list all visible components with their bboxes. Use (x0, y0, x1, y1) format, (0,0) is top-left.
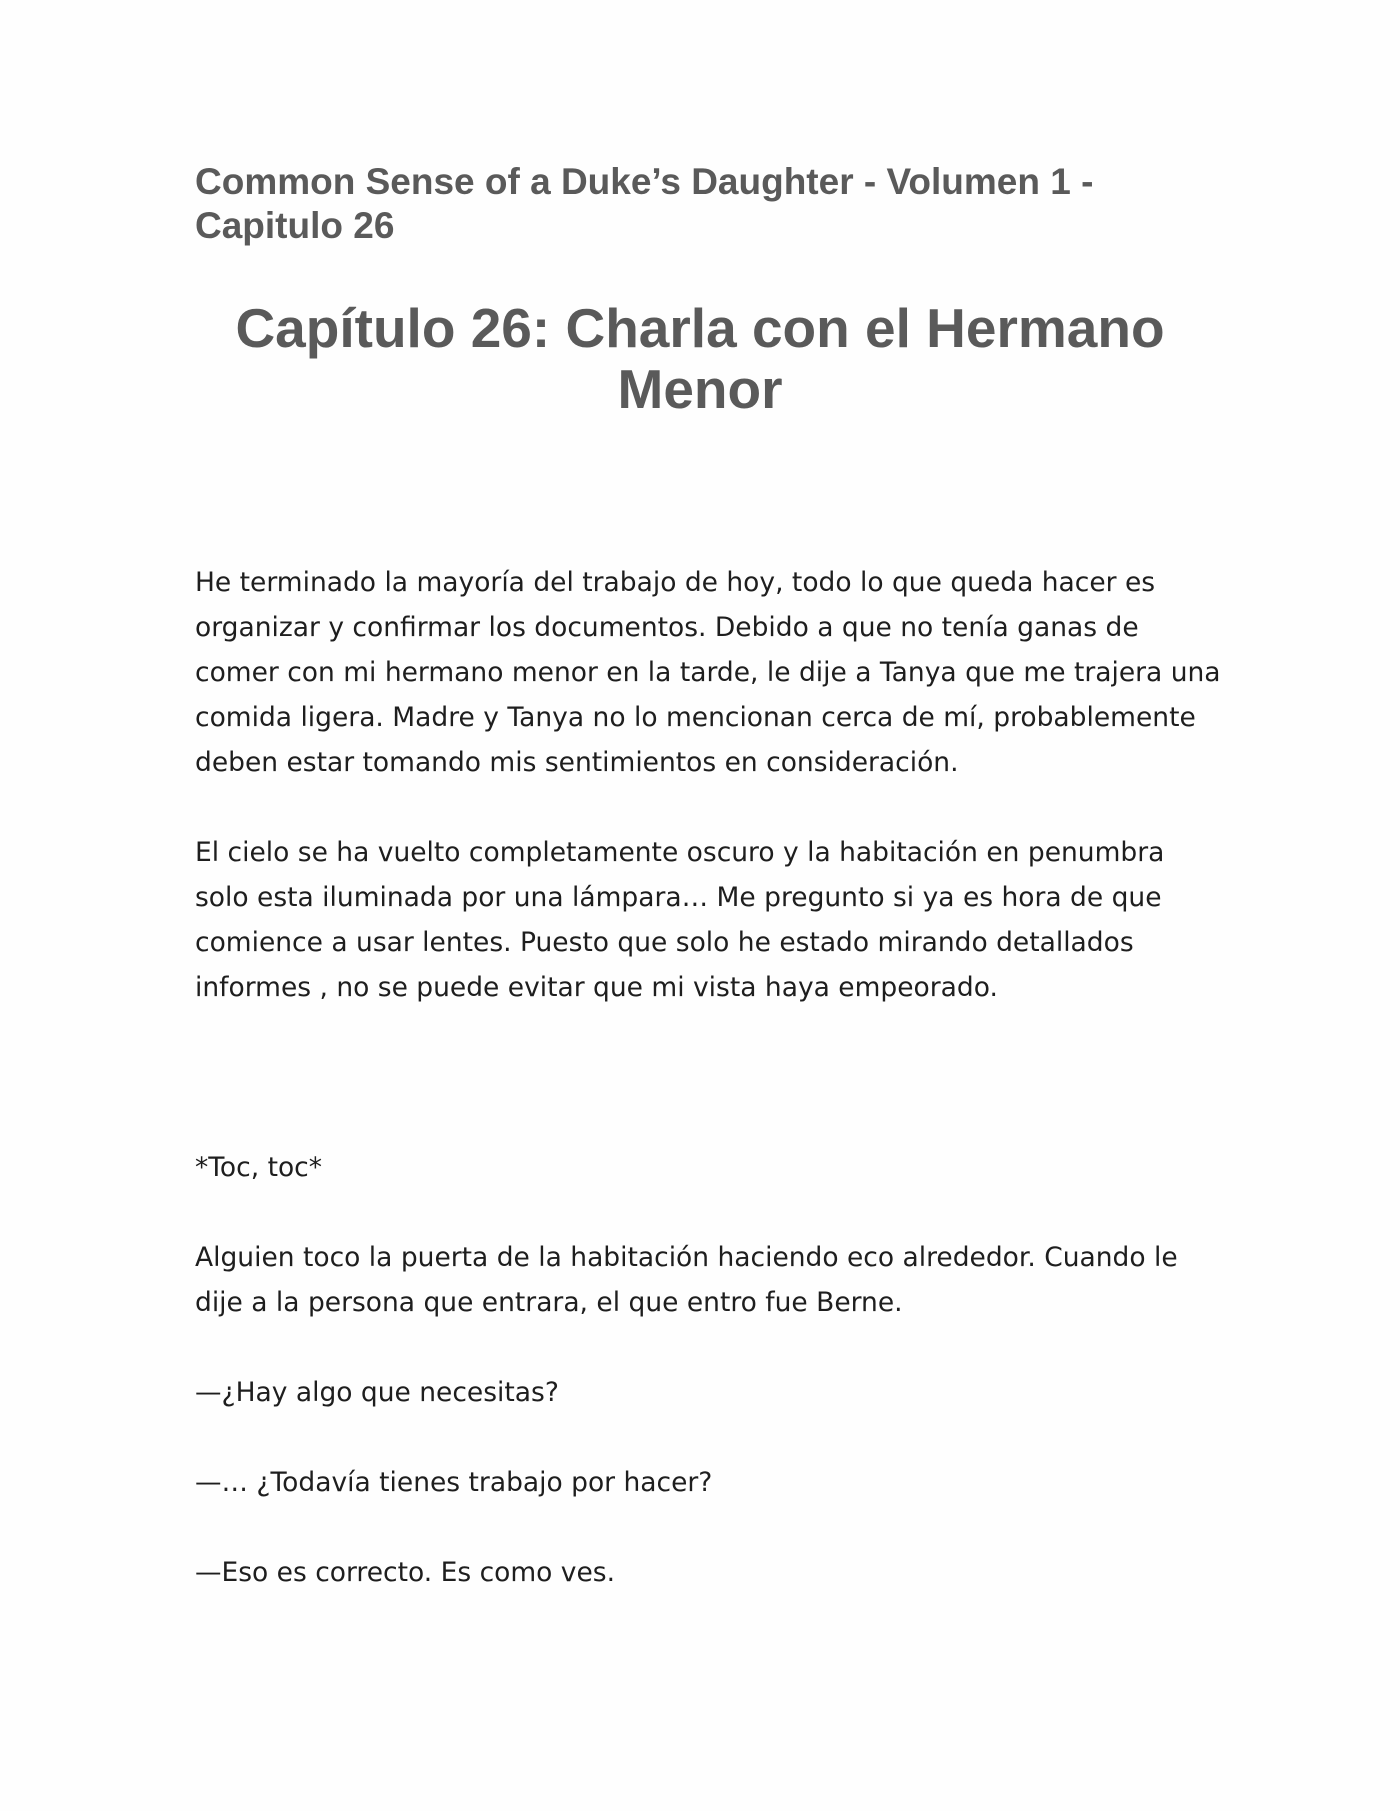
document-header: Common Sense of a Duke’s Daughter - Volumen 1 - Capitulo 26 (195, 161, 1094, 246)
paragraph: El cielo se ha vuelto completamente oscuro y la habitación en penumbra solo esta iluminada por una lámpara… Me pregunto si ya es hora de que comience a usar lentes. Puesto que solo he estado mirando detallados informes , no se puede evitar que mi vista haya empeorado. (195, 837, 1165, 1003)
paragraph: He terminado la mayoría del trabajo de hoy, todo lo que queda hacer es organizar y confirmar los documentos. Debido a que no tenía ganas de comer con mi hermano menor en la tarde, le dije a Tanya que me trajera una comida ligera. Madre y Tanya no lo mencionan cerca de mí, probablemente deben estar tomando mis sentimientos en consideración. (195, 567, 1221, 778)
paragraph: *Toc, toc* (195, 1152, 322, 1183)
chapter-title: Capítulo 26: Charla con el Hermano Menor (235, 297, 1165, 420)
dialogue-line: —¿Hay algo que necesitas? (195, 1377, 559, 1408)
paragraph: Alguien toco la puerta de la habitación haciendo eco alrededor. Cuando le dije a la persona que entrara, el que entro fue Berne. (195, 1242, 1178, 1318)
dialogue-line: —Eso es correcto. Es como ves. (195, 1557, 616, 1588)
dialogue-line: —… ¿Todavía tienes trabajo por hacer? (195, 1467, 713, 1498)
